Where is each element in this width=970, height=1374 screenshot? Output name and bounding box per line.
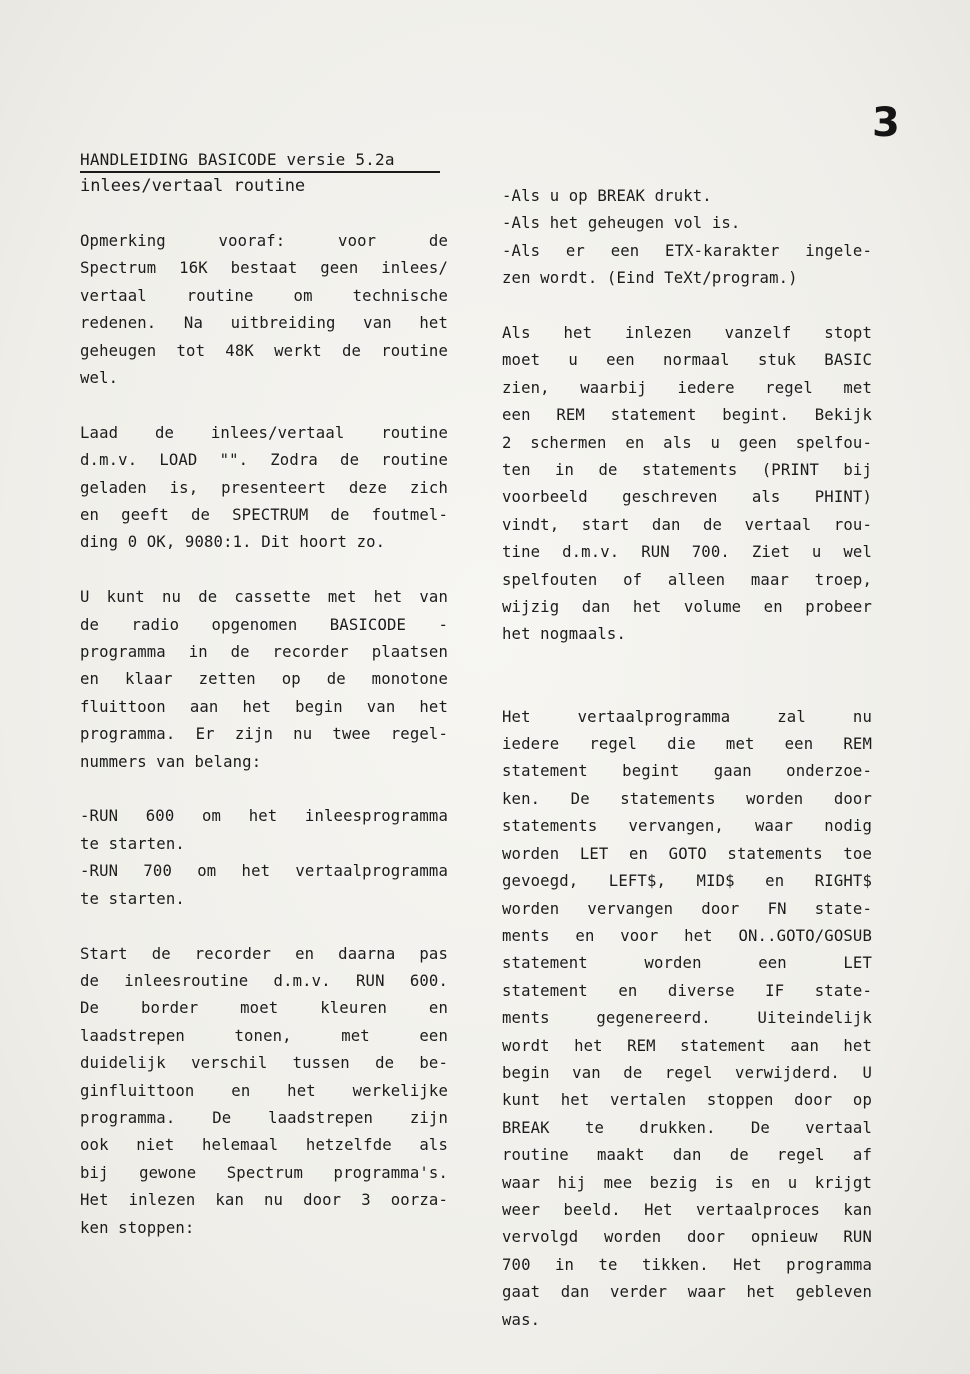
text-line: voorbeeld geschreven als PHINT) bbox=[502, 488, 872, 507]
paragraph bbox=[502, 704, 872, 1334]
text-line: ginfluittoon en het werkelijke bbox=[80, 1081, 448, 1100]
text-line: redenen. Na uitbreiding van het bbox=[80, 314, 448, 333]
text-line: ook niet helemaal hetzelfde als bbox=[80, 1136, 448, 1155]
text-line: wijzig dan het volume en probeer bbox=[502, 598, 872, 617]
text-line: ments en voor het ON..GOTO/GOSUB bbox=[502, 926, 872, 945]
text-line: wordt het REM statement aan het bbox=[502, 1036, 872, 1055]
text-line: te starten. bbox=[80, 834, 185, 853]
text-line: U kunt nu de cassette met het van bbox=[80, 588, 448, 607]
text-line: Als het inlezen vanzelf stopt bbox=[502, 324, 872, 343]
text-line: vertaal routine om technische bbox=[80, 286, 448, 305]
text-line: statements vervangen, waar nodig bbox=[502, 817, 872, 836]
paragraph bbox=[502, 320, 872, 649]
document-subtitle: inlees/vertaal routine bbox=[80, 176, 306, 196]
text-line: kunt het vertalen stoppen door op bbox=[502, 1091, 872, 1110]
text-line: vindt, start dan de vertaal rou- bbox=[502, 515, 872, 534]
text-line: gevoegd, LEFT$, MID$ en RIGHT$ bbox=[502, 872, 872, 891]
text-line: waar hij mee bezig is en u krijgt bbox=[502, 1173, 872, 1192]
text-line: worden vervangen door FN state- bbox=[502, 899, 872, 918]
text-line: -Als het geheugen vol is. bbox=[502, 214, 741, 233]
text-line: De border moet kleuren en bbox=[80, 999, 448, 1018]
text-line: en geeft de SPECTRUM de foutmel- bbox=[80, 506, 448, 525]
paragraph bbox=[80, 584, 448, 776]
text-line: statement en diverse IF state- bbox=[502, 981, 872, 1000]
text-line: ten in de statements (PRINT bij bbox=[502, 461, 872, 480]
text-line: programma. De laadstrepen zijn bbox=[80, 1108, 448, 1127]
text-line: wel. bbox=[80, 369, 119, 388]
paragraph bbox=[80, 420, 448, 557]
text-line: statement begint gaan onderzoe- bbox=[502, 762, 872, 781]
text-line: Laad de inlees/vertaal routine bbox=[80, 423, 448, 442]
text-line: bij gewone Spectrum programma's. bbox=[80, 1163, 448, 1182]
text-line: spelfouten of alleen maar troep, bbox=[502, 570, 872, 589]
document-header bbox=[80, 150, 440, 196]
text-line: iedere regel die met een REM bbox=[502, 735, 872, 754]
text-line: Het vertaalprogramma zal nu bbox=[502, 707, 872, 726]
text-line: Spectrum 16K bestaat geen inlees/ bbox=[80, 259, 448, 278]
text-line: zien, waarbij iedere regel met bbox=[502, 378, 872, 397]
text-line: 700 in te tikken. Het programma bbox=[502, 1255, 872, 1274]
text-line: laadstrepen tonen, met een bbox=[80, 1026, 448, 1045]
text-line: Het inlezen kan nu door 3 oorza- bbox=[80, 1191, 448, 1210]
text-line: -RUN 700 om het vertaalprogramma bbox=[80, 862, 448, 881]
paragraph bbox=[80, 803, 448, 913]
text-line: worden LET en GOTO statements toe bbox=[502, 844, 872, 863]
text-line: zen wordt. (Eind TeXt/program.) bbox=[502, 269, 798, 288]
text-line: -RUN 600 om het inleesprogramma bbox=[80, 807, 448, 826]
text-line: -Als er een ETX-karakter ingele- bbox=[502, 241, 872, 260]
text-line: routine maakt dan de regel af bbox=[502, 1146, 872, 1165]
paragraph bbox=[80, 228, 448, 392]
right-column bbox=[502, 183, 872, 1361]
left-column bbox=[80, 228, 448, 1269]
text-line: te starten. bbox=[80, 889, 185, 908]
text-line: en klaar zetten op de monotone bbox=[80, 670, 448, 689]
text-line: geladen is, presenteert deze zich bbox=[80, 478, 448, 497]
text-line: Opmerking vooraf: voor de bbox=[80, 232, 448, 250]
text-line: BREAK te drukken. De vertaal bbox=[502, 1118, 872, 1137]
text-line: Start de recorder en daarna pas bbox=[80, 944, 448, 963]
text-line: duidelijk verschil tussen de be- bbox=[80, 1054, 448, 1073]
text-line: nummers van belang: bbox=[80, 752, 262, 771]
paragraph bbox=[80, 941, 448, 1242]
text-line: ments gegenereerd. Uiteindelijk bbox=[502, 1009, 872, 1028]
text-line: programma. Er zijn nu twee regel- bbox=[80, 725, 448, 744]
text-line: tine d.m.v. RUN 700. Ziet u wel bbox=[502, 543, 872, 562]
text-line: gaat dan verder waar het gebleven bbox=[502, 1283, 872, 1302]
text-line: begin van de regel verwijderd. U bbox=[502, 1063, 872, 1082]
document-title: HANDLEIDING BASICODE versie 5.2a bbox=[80, 150, 395, 169]
text-line: statement worden een LET bbox=[502, 954, 872, 973]
text-line: ken. De statements worden door bbox=[502, 789, 872, 808]
text-line: ding 0 OK, 9080:1. Dit hoort zo. bbox=[80, 533, 386, 552]
text-line: vervolgd worden door opnieuw RUN bbox=[502, 1228, 872, 1247]
text-line: d.m.v. LOAD "". Zodra de routine bbox=[80, 451, 448, 470]
text-line: fluittoon aan het begin van het bbox=[80, 697, 448, 716]
text-line: weer beeld. Het vertaalproces kan bbox=[502, 1200, 872, 1219]
page-number: 3 bbox=[872, 100, 900, 146]
text-line: ken stoppen: bbox=[80, 1218, 195, 1237]
text-line: moet u een normaal stuk BASIC bbox=[502, 351, 872, 370]
text-line: een REM statement begint. Bekijk bbox=[502, 406, 872, 425]
text-line: 2 schermen en als u geen spelfou- bbox=[502, 433, 872, 452]
paragraph bbox=[502, 183, 872, 293]
title-underline bbox=[80, 171, 440, 173]
text-line: de inleesroutine d.m.v. RUN 600. bbox=[80, 971, 448, 990]
text-line: de radio opgenomen BASICODE - bbox=[80, 615, 448, 634]
text-line: het nogmaals. bbox=[502, 625, 626, 644]
text-line: -Als u op BREAK drukt. bbox=[502, 187, 712, 205]
text-line: was. bbox=[502, 1310, 541, 1329]
text-line: geheugen tot 48K werkt de routine bbox=[80, 341, 448, 360]
text-line: programma in de recorder plaatsen bbox=[80, 643, 448, 662]
